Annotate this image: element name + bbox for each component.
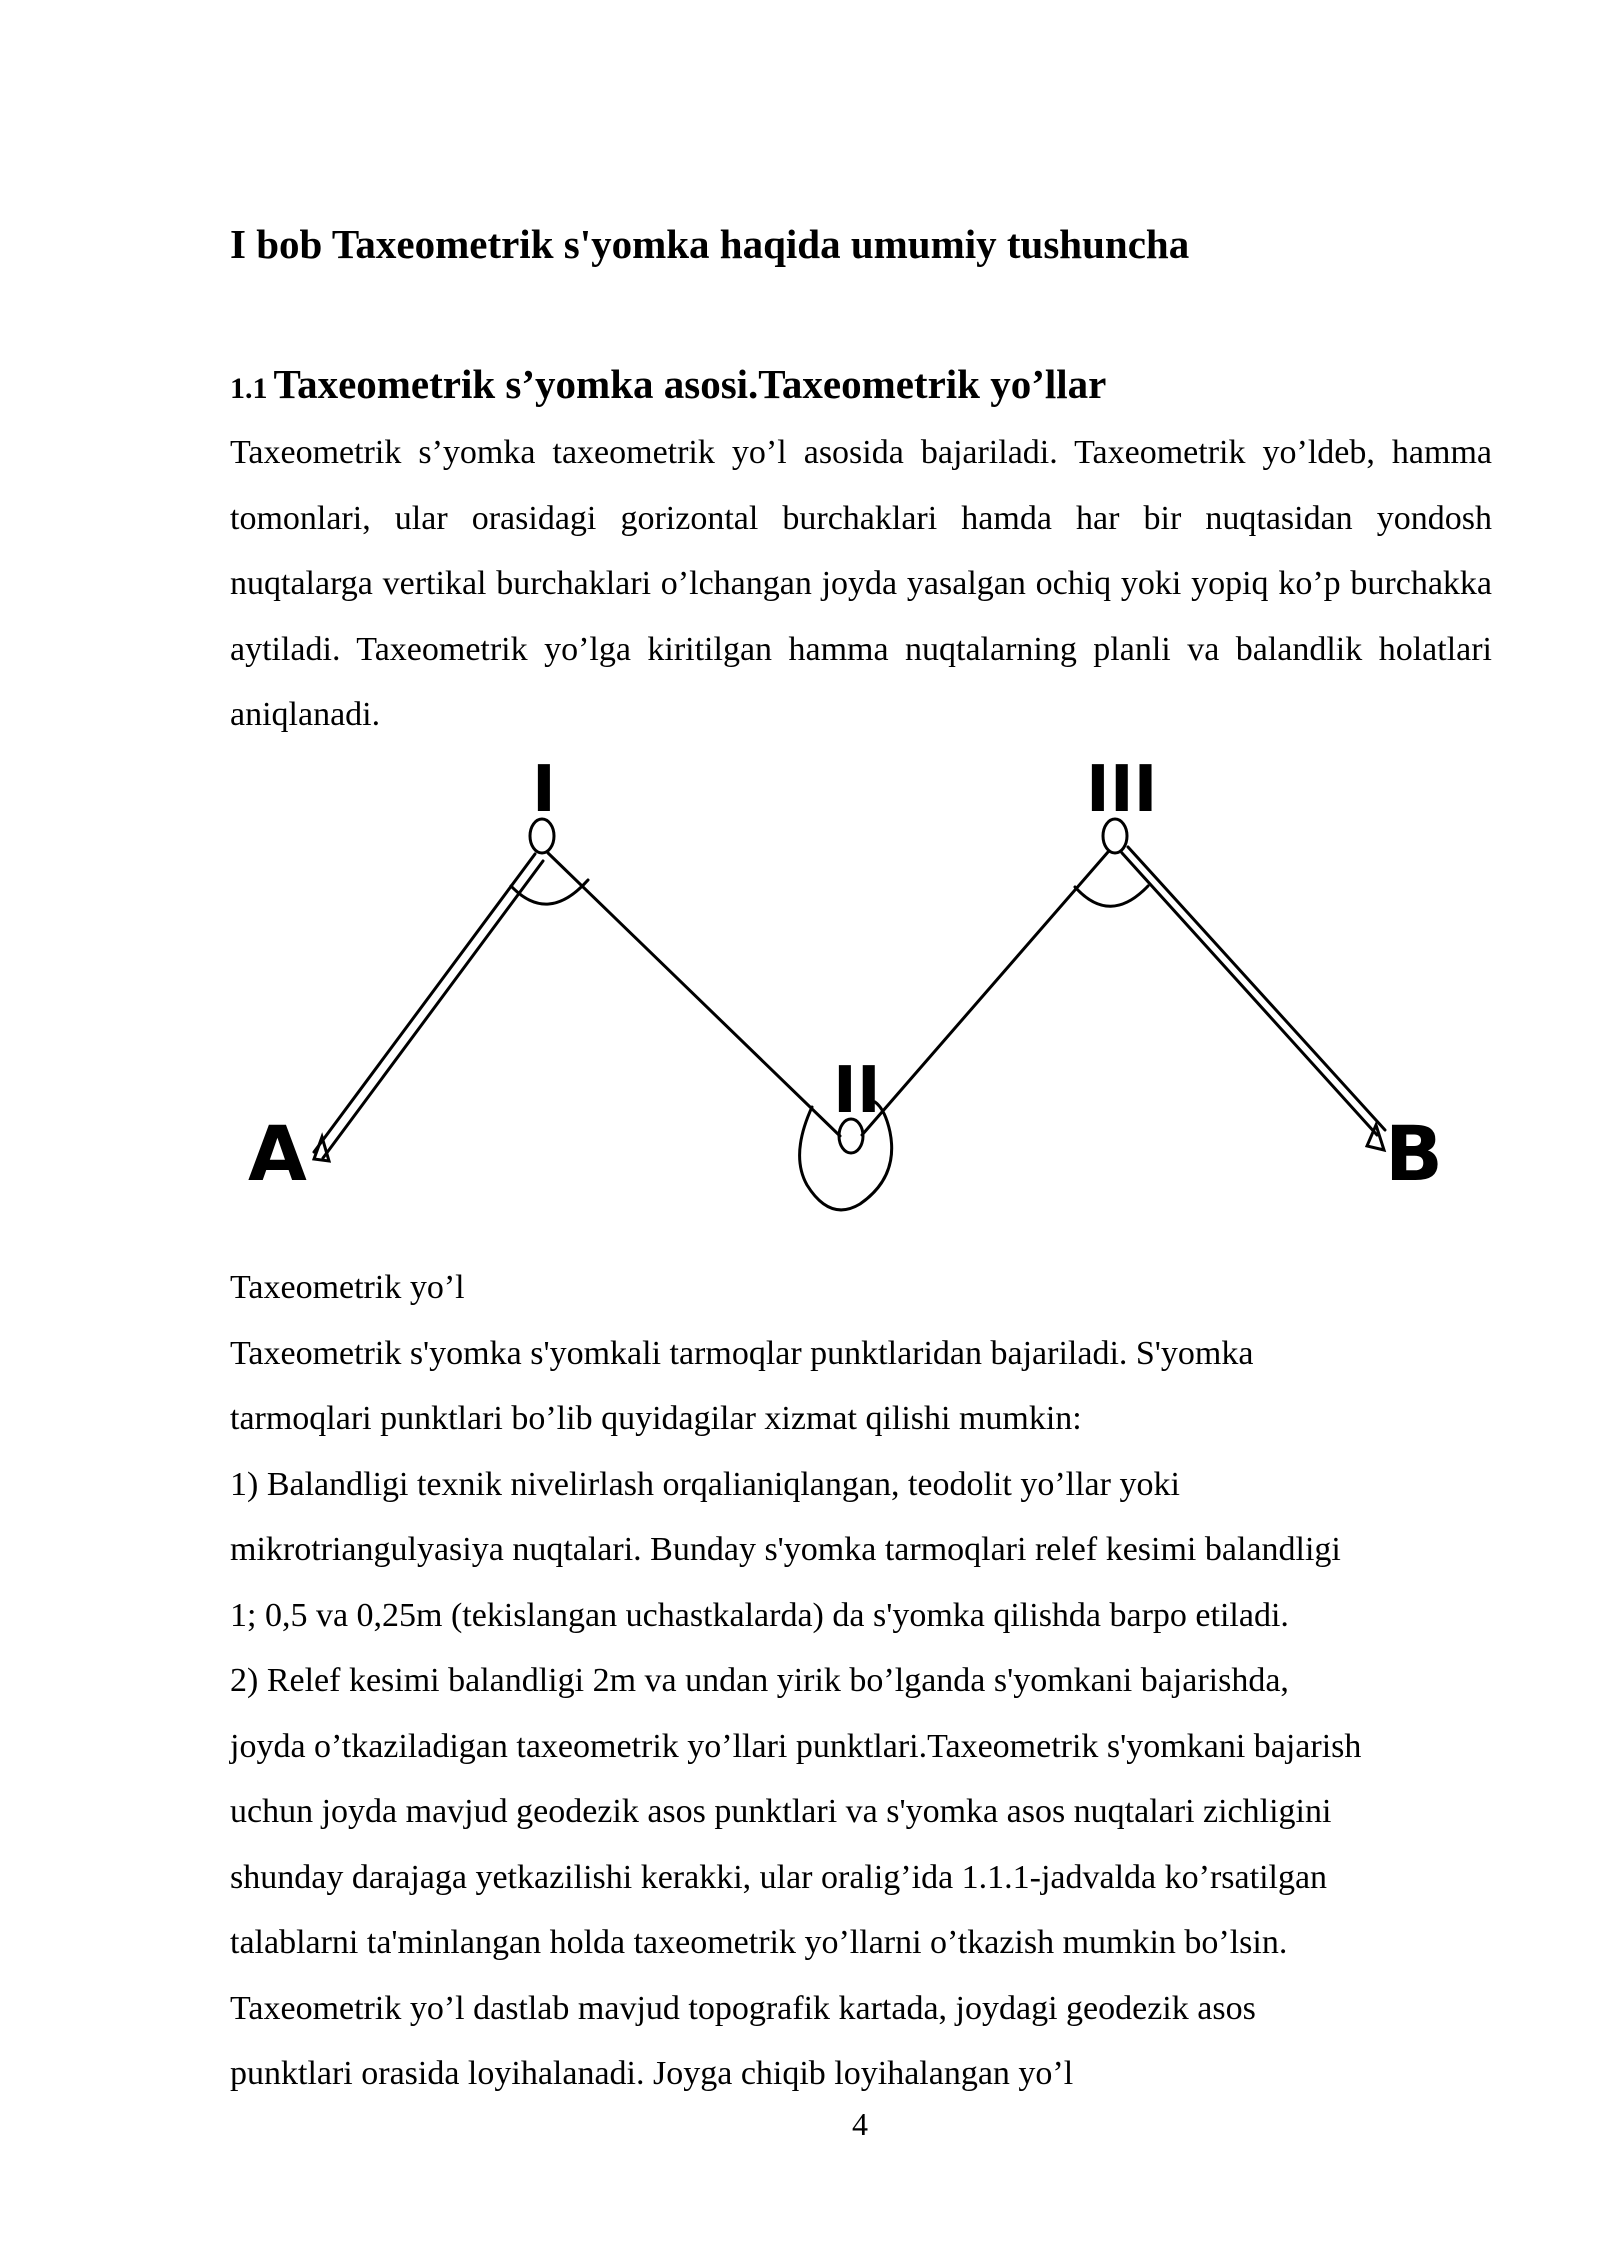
text-line: tarmoqlari punktlari bo’lib quyidagilar xizmat qilishi mumkin: xyxy=(230,1400,1082,1437)
intro-paragraph: Taxeometrik s’yomka taxeometrik yo’l asosida bajariladi. Taxeometrik yo’ldeb, hamma tomonlari, ular orasidagi gorizontal burchaklari hamda har bir nuqtasidan yondosh nuqtalarga vertikal burchaklari o’lchangan joyda yasalgan ochiq yoki yopiq ko’p burchakka aytiladi. Taxeometrik yo’lga kiritilgan hamma nuqtalarning planli va balandlik holatlari aniqlanadi. xyxy=(230,434,1492,733)
section-number: 1.1 xyxy=(230,372,268,405)
traverse-line-i-ii xyxy=(548,853,840,1136)
label-start: A xyxy=(248,1109,307,1198)
traverse-line-a-i-parallel xyxy=(323,861,543,1158)
page-number: 4 xyxy=(852,2106,868,2142)
traverse-line-ii-iii xyxy=(862,852,1108,1135)
text-line: mikrotriangulyasiya nuqtalari. Bunday s'yomka tarmoqlari relef kesimi balandligi xyxy=(230,1531,1341,1568)
traverse-diagram xyxy=(230,757,1492,1237)
traverse-line-iii-b xyxy=(1122,853,1377,1135)
text-line: Taxeometrik s'yomka s'yomkali tarmoqlar punktlaridan bajariladi. S'yomka xyxy=(230,1334,1254,1372)
chapter-title: I bob Taxeometrik s'yomka haqida umumiy tushuncha xyxy=(230,221,1190,267)
text-line: 1) Balandligi texnik nivelirlash orqalianiqlangan, teodolit yo’llar yoki xyxy=(230,1465,1180,1503)
angle-arc-i xyxy=(511,880,588,904)
text-line: uchun joyda mavjud geodezik asos punktlari va s'yomka asos nuqtalari zichligini xyxy=(230,1793,1332,1830)
traverse-line-a-i xyxy=(314,854,535,1152)
text-line: Taxeometrik yo’l dastlab mavjud topografik kartada, joydagi geodezik asos xyxy=(230,1989,1256,2027)
text-line: talablarni ta'minlangan holda taxeometrik yo’llarni o’tkazish mumkin bo’lsin. xyxy=(230,1924,1288,1961)
text-line: punktlari orasida loyihalanadi. Joyga chiqib loyihalangan yo’l xyxy=(230,2055,1074,2092)
section-heading-text: Taxeometrik s’yomka asosi.Taxeometrik yo’llar xyxy=(273,361,1107,407)
traverse-line-iii-b-parallel xyxy=(1128,847,1385,1130)
text-line: 2) Relef kesimi balandligi 2m va undan yirik bo’lganda s'yomkani bajarishda, xyxy=(230,1662,1289,1699)
section-title xyxy=(230,354,1106,421)
label-point-3: III xyxy=(1086,757,1158,827)
label-end: B xyxy=(1385,1109,1443,1198)
angle-arc-iii xyxy=(1075,886,1148,906)
figure-caption: Taxeometrik yo’l xyxy=(230,1269,465,1306)
text-line: joyda o’tkaziladigan taxeometrik yo’llari punktlari.Taxeometrik s'yomkani bajarish xyxy=(230,1727,1362,1765)
body-text-block xyxy=(230,1255,1530,2107)
label-point-2: II xyxy=(833,1054,881,1128)
label-point-1: I xyxy=(532,757,556,827)
text-line: 1; 0,5 va 0,25m (tekislangan uchastkalarda) da s'yomka qilishda barpo etiladi. xyxy=(230,1596,1289,1634)
traverse-diagram-svg xyxy=(230,757,1492,1237)
text-line: shunday darajaga yetkazilishi kerakki, ular oralig’ida 1.1.1-jadvalda ko’rsatilgan xyxy=(230,1858,1328,1896)
triangle-marker-a xyxy=(314,1137,329,1161)
